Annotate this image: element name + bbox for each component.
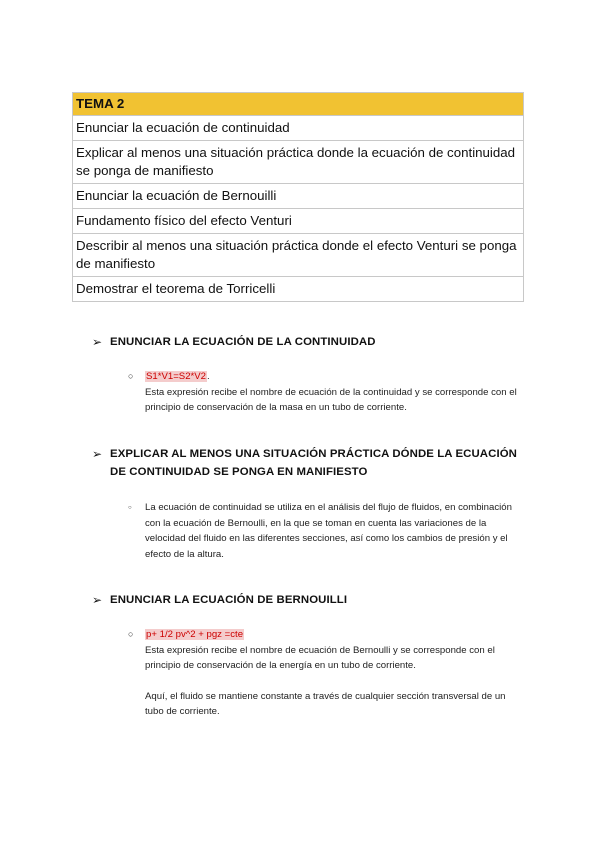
section-heading [92,591,532,609]
list-item-text: Esta expresión recibe el nombre de ecuación de la continuidad y se corresponde con el principio de conservación de la masa en un tubo de corriente. [145,386,517,413]
section-heading [92,333,532,351]
formula-suffix: . [207,371,210,382]
section-title: ENUNCIAR LA ECUACIÓN DE BERNOUILLI [110,594,348,606]
table-header-row [73,93,524,116]
table-cell: Enunciar la ecuación de Bernouilli [73,184,524,209]
circle-bullet-icon: ○ [128,505,132,511]
circle-bullet-icon: ○ [128,629,134,639]
section-heading [92,445,532,481]
table-row [73,277,524,302]
bernoulli-formula: p+ 1/2 pv^2 + pgz =cte [146,629,244,640]
table-row [73,141,524,184]
section-continuity-example [92,445,532,481]
table-row [73,209,524,234]
section-bernoulli [92,591,532,609]
table-row [73,234,524,277]
list-item [128,627,523,720]
continuity-formula: S1*V1=S2*V2 [146,371,207,382]
list-item-body [145,369,523,416]
section-continuity [92,333,532,351]
table-cell: Fundamento físico del efecto Venturi [73,209,524,234]
table-row [73,184,524,209]
list-item-body [145,500,523,562]
circle-bullet-icon: ○ [128,371,134,381]
section-title: EXPLICAR AL MENOS UNA SITUACIÓN PRÁCTICA DÓNDE LA ECUACIÓN DE CONTINUIDAD SE PONGA EN MANIFIESTO [110,448,518,478]
list-item [128,369,523,416]
table-cell: Demostrar el teorema de Torricelli [73,277,524,302]
list-item [128,500,523,562]
topic-table [72,92,524,302]
list-item-text: La ecuación de continuidad se utiliza en el análisis del flujo de fluidos, en combinación con la ecuación de Bernoulli, en la que se toman en cuenta las variaciones de la velocidad del fluido en las diferentes secciones, así como los cambios de presión y el efecto de la altura. [145,502,512,560]
arrow-bullet-icon: ➢ [92,447,103,461]
table-row [73,116,524,141]
arrow-bullet-icon: ➢ [92,335,103,349]
table-cell: Enunciar la ecuación de continuidad [73,116,524,141]
table-header: TEMA 2 [73,93,524,116]
section-title: ENUNCIAR LA ECUACIÓN DE LA CONTINUIDAD [110,336,376,348]
table-cell: Explicar al menos una situación práctica donde la ecuación de continuidad se ponga de manifiesto [73,141,524,184]
list-item-text: Esta expresión recibe el nombre de ecuación de Bernoulli y se corresponde con el principio de conservación de la energía en un tubo de corriente. [145,644,495,671]
list-item-body [145,627,523,720]
arrow-bullet-icon: ➢ [92,593,103,607]
list-item-text-extra: Aquí, el fluido se mantiene constante a través de cualquier sección transversal de un tubo de corriente. [145,690,506,717]
table-cell: Describir al menos una situación práctica donde el efecto Venturi se ponga de manifiesto [73,234,524,277]
